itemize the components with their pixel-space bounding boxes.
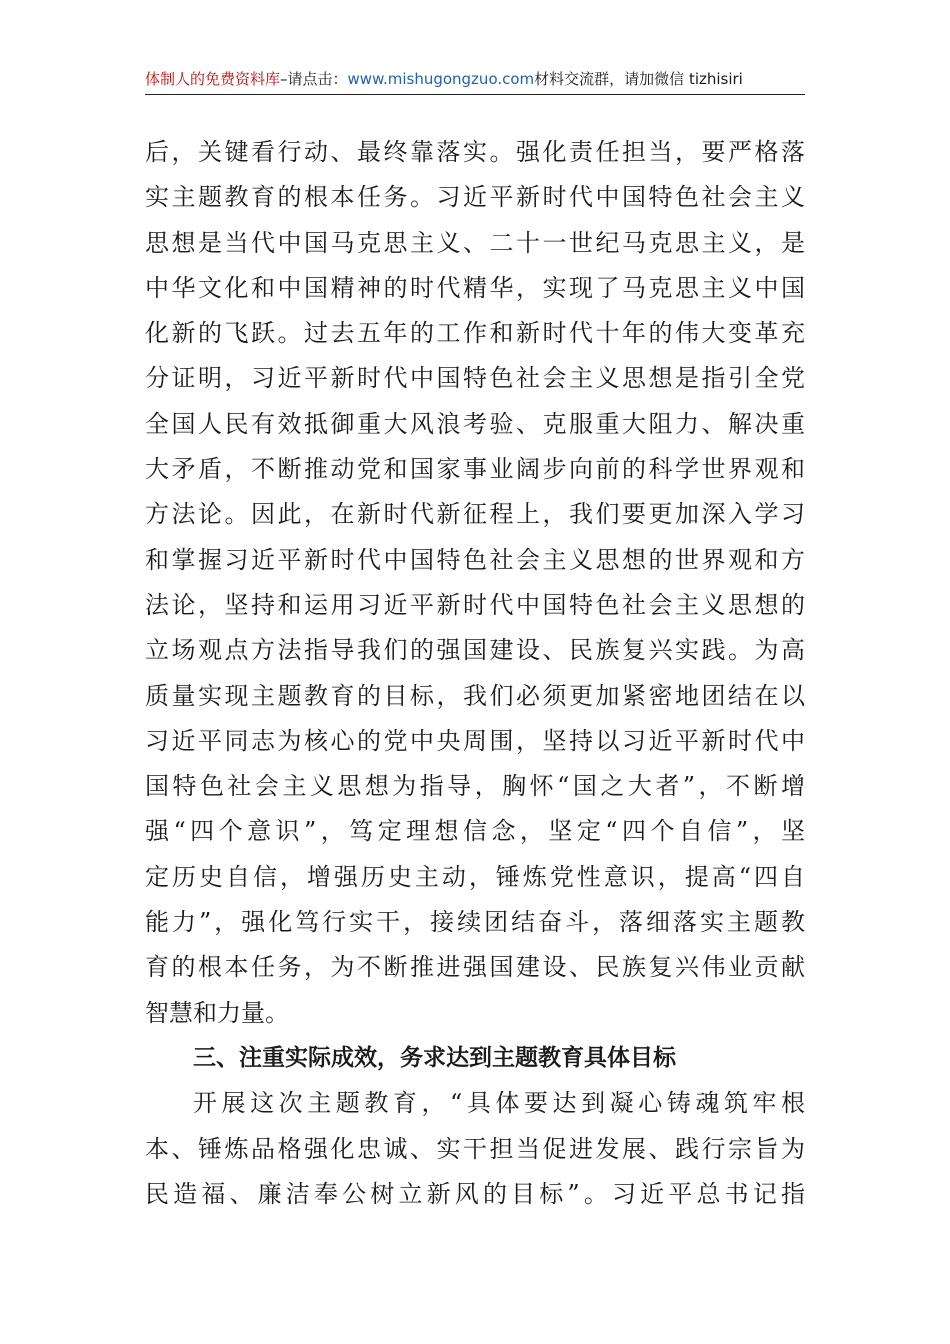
body-line: 和掌握习近平新时代中国特色社会主义思想的世界观和方 — [145, 545, 805, 574]
page-header — [145, 66, 805, 95]
body-line: 化新的飞跃。过去五年的工作和新时代十年的伟大变革充 — [145, 319, 805, 348]
body-line: 思想是当代中国马克思主义、二十一世纪马克思主义，是 — [145, 228, 805, 257]
body-line: 定历史自信，增强历史主动，锤炼党性意识，提高“四自 — [145, 862, 805, 891]
section-heading: 三、注重实际成效，务求达到主题教育具体目标 — [193, 1044, 676, 1071]
body-line: 立场观点方法指导我们的强国建设、民族复兴实践。为高 — [145, 636, 805, 665]
body-line: 智慧和力量。 — [145, 998, 289, 1027]
body-line: 本、锤炼品格强化忠诚、实干担当促进发展、践行宗旨为 — [145, 1134, 805, 1163]
body-line: 全国人民有效抵御重大风浪考验、克服重大阻力、解决重 — [145, 409, 805, 438]
body-line: 后，关键看行动、最终靠落实。强化责任担当，要严格落 — [145, 138, 805, 166]
body-line: 育的根本任务，为不断推进强国建设、民族复兴伟业贡献 — [145, 953, 805, 982]
body-line: 能力”，强化笃行实干，接续团结奋斗，落细落实主题教 — [145, 908, 805, 937]
document-body — [145, 130, 805, 1217]
header-url-link[interactable]: www.mishugongzuo.com — [347, 70, 535, 88]
body-line: 大矛盾，不断推动党和国家事业阔步向前的科学世界观和 — [145, 455, 805, 484]
header-brand-link[interactable]: 体制人的免费资料库 — [145, 70, 281, 88]
body-line: 习近平同志为核心的党中央周围，坚持以习近平新时代中 — [145, 726, 805, 755]
body-line: 国特色社会主义思想为指导，胸怀“国之大者”，不断增 — [145, 772, 805, 801]
body-line: 方法论。因此，在新时代新征程上，我们要更加深入学习 — [145, 500, 805, 529]
header-contact-text: 材料交流群，请加微信 tizhisiri — [534, 70, 743, 88]
body-line: 分证明，习近平新时代中国特色社会主义思想是指引全党 — [145, 364, 805, 393]
body-line: 法论，坚持和运用习近平新时代中国特色社会主义思想的 — [145, 590, 805, 619]
body-line: 质量实现主题教育的目标，我们必须更加紧密地团结在以 — [145, 681, 805, 710]
header-separator: –请点击： — [280, 70, 348, 88]
body-line: 实主题教育的根本任务。习近平新时代中国特色社会主义 — [145, 183, 805, 212]
body-line: 开展这次主题教育，“具体要达到凝心铸魂筑牢根 — [193, 1089, 805, 1118]
body-line: 中华文化和中国精神的时代精华，实现了马克思主义中国 — [145, 273, 805, 302]
body-line: 民造福、廉洁奉公树立新风的目标”。习近平总书记指 — [145, 1179, 805, 1208]
body-line: 强“四个意识”，笃定理想信念，坚定“四个自信”，坚 — [145, 817, 805, 846]
